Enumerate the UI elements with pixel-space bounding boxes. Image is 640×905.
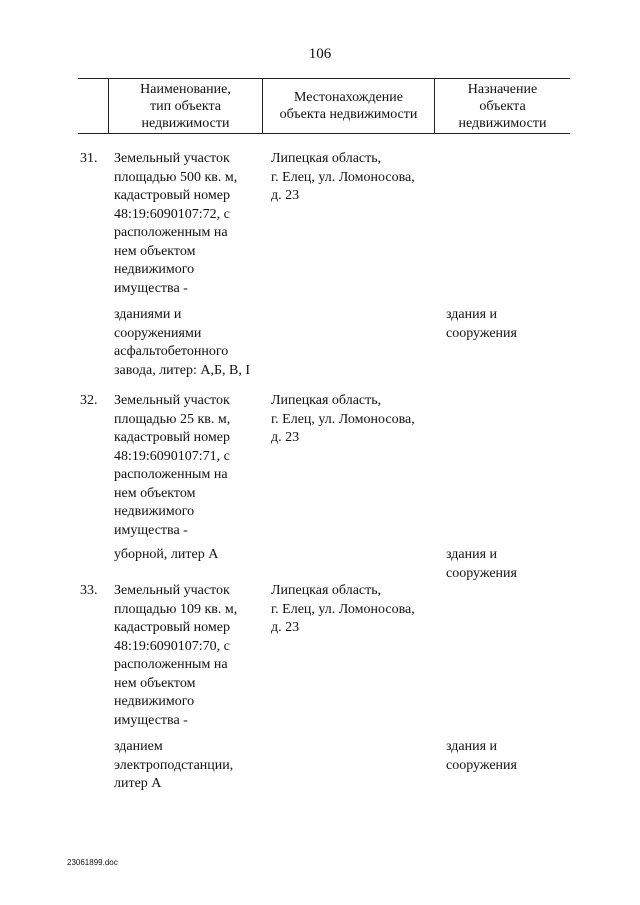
object-purpose: здания и сооружения [446, 739, 517, 773]
header-location: Местонахождение объекта недвижимости [279, 90, 418, 122]
object-purpose: здания и сооружения [446, 547, 517, 581]
header-name: Наименование, тип объекта недвижимости [140, 81, 231, 131]
object-purpose: здания и сооружения [446, 307, 517, 341]
row-number: 33. [80, 583, 98, 598]
object-sub-name: зданием электроподстанции, литер А [114, 739, 234, 791]
object-name: Земельный участок площадью 25 кв. м, кадастровый номер 48:19:6090107:71, с расположенным на нем объектом недвижимого имущества - [114, 393, 231, 538]
object-location: Липецкая область, г. Елец, ул. Ломоносова, д. 23 [271, 393, 415, 445]
object-name: Земельный участок площадью 500 кв. м, кадастровый номер 48:19:6090107:72, с расположенным на нем объектом недвижимого имущества - [114, 151, 238, 296]
page-number: 106 [308, 46, 332, 62]
object-location: Липецкая область, г. Елец, ул. Ломоносова, д. 23 [271, 151, 415, 203]
table-header [78, 78, 570, 134]
object-sub-name: уборной, литер А [114, 547, 219, 562]
document-footer: 23061899.doc [67, 858, 118, 867]
row-number: 32. [80, 393, 98, 408]
object-location: Липецкая область, г. Елец, ул. Ломоносова, д. 23 [271, 583, 415, 635]
row-number: 31. [80, 151, 98, 166]
header-purpose: Назначение объекта недвижимости [458, 81, 547, 131]
object-name: Земельный участок площадью 109 кв. м, кадастровый номер 48:19:6090107:70, с расположенным на нем объектом недвижимого имущества - [114, 583, 238, 728]
object-sub-name: зданиями и сооружениями асфальтобетонного завода, литер: А,Б, В, I [114, 307, 251, 378]
